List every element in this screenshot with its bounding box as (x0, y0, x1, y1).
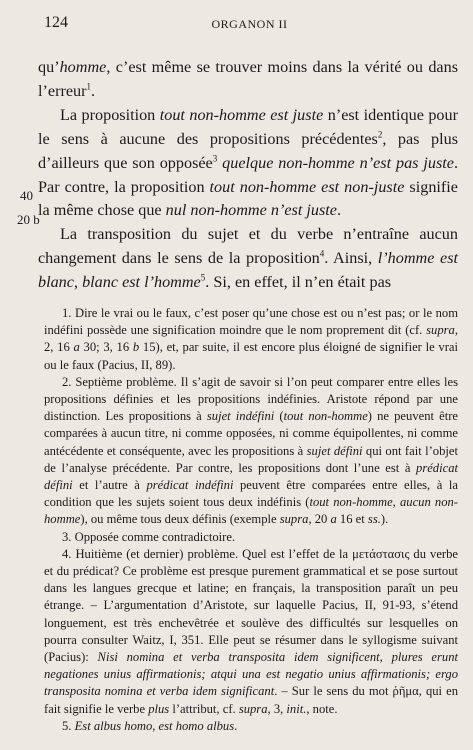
text-run-italic: tout non-homme est juste (159, 105, 324, 124)
footnote-4 (44, 546, 458, 718)
text-run: ). (380, 512, 389, 527)
text-run: 5. (62, 718, 75, 733)
text-run: , 3, (267, 701, 287, 716)
text-run: n’est identique pour le sens à aucune des propositions précédentes (38, 105, 458, 148)
page-header (44, 14, 455, 38)
text-run: signifie la même chose que (38, 177, 458, 220)
text-run: ( (274, 409, 284, 424)
footnote-marker: 1 (86, 81, 92, 92)
text-run-italic: plus (148, 701, 170, 716)
paragraph-3 (38, 223, 458, 295)
text-run: . Par contre, la proposition (38, 153, 458, 196)
text-run-italic: sujet défini (306, 443, 363, 458)
text-run: 16 et (336, 512, 368, 527)
text-run: , 20 (308, 512, 331, 527)
text-run: , c’est même se trouver moins dans la vérité ou dans l’erreur (38, 58, 458, 100)
footnote-5 (44, 718, 458, 735)
text-run-italic: tout non-homme est non-juste (209, 177, 405, 196)
text-run: , (73, 273, 83, 292)
text-run: 3. Opposée comme contradictoire. (62, 529, 236, 544)
text-run-italic: tout non-homme, aucun non-homme (44, 495, 458, 527)
text-run-italic: sujet indéfini (206, 409, 275, 424)
text-run: . (91, 81, 96, 100)
text-run: , pas plus d’ailleurs que son opposée (38, 129, 458, 172)
text-run: La proposition (60, 105, 160, 124)
text-run-italic: tout non-homme (283, 409, 368, 424)
text-run: La transposition du sujet et du verbe n’entraîne aucun changement dans le sens de la proposition (38, 225, 458, 268)
text-run-italic: supra (426, 323, 455, 338)
paragraph-1 (38, 56, 458, 104)
text-run: , note. (306, 701, 338, 716)
paragraph-2 (38, 104, 458, 224)
text-run-italic: prédicat défini (44, 460, 458, 493)
text-run-italic: ss. (367, 512, 381, 527)
text-run-italic: homme (59, 58, 107, 76)
text-run-italic: supra (238, 701, 268, 716)
footnote-marker: 3 (212, 153, 218, 164)
text-run-italic: Nisi nomina et verba transposita idem significent, plures erunt negationes unius affirmationis; atqui una est negatio unius affirmationis; ergo transposita nomina et verba idem significant (44, 650, 458, 699)
text-run: 15), et, par suite, il est encore plus éloigné de signifier le vrai ou le faux (Pacius, II, 89). (44, 340, 458, 372)
text-run: . Ainsi, (324, 249, 378, 268)
text-run-italic: l’homme est blanc (38, 249, 459, 292)
text-run-italic: b (132, 340, 140, 355)
text-run: qui ont fait l’objet de l’analyse précédente. Par contre, les propositions dont l’une est à (44, 443, 458, 475)
text-run: qu’ (38, 58, 60, 76)
text-run: 4. Huitième (et dernier) problème. Quel est l’effet de la μετάστασις du verbe et du prédicat? Ce problème est presque purement grammatical et se pose surtout dans les langues grecque et latine; en français, la transposition paraît un peu étrange. – L’argumentation d’Aristote, sur laquelle Pacius, II, 91-93, s’étend longuement, est très enchevêtrée et soulève des difficultés sur lesquelles on pourra consulter Waitz, I, 351. Elle peut se résumer dans le syllogisme suivant (Pacius): (44, 546, 458, 665)
text-run: l’attribut, cf. (169, 701, 239, 716)
text-run: . (234, 718, 238, 733)
footnote-1 (44, 305, 458, 374)
text-run-italic: supra (279, 512, 309, 527)
text-run-italic: a (330, 512, 337, 527)
text-run: . Si, en effet, il n’en était pas (205, 273, 392, 292)
footnotes (44, 305, 458, 735)
text-run-italic: blanc est l’homme (82, 273, 201, 292)
margin-bekker-reference: 20 b (17, 212, 40, 227)
text-run: . – Sur le sens du mot ῥῆμα, qui en fait signifie le verbe (44, 684, 459, 716)
text-run-italic: Est albus homo, est homo albus (74, 718, 235, 733)
text-run-italic: quelque non-homme n’est pas juste (217, 153, 454, 172)
text-run-italic: nul non-homme n’est juste (165, 201, 337, 220)
footnote-marker: 5 (200, 272, 206, 283)
text-run: 30; 3, 16 (79, 340, 133, 355)
text-run: , 2, 16 (44, 323, 458, 355)
main-text (38, 56, 458, 295)
text-run: peuvent être comparées entre elles, à la condition que les sujets soient tous deux indéfinis ( (44, 478, 458, 510)
footnote-marker: 4 (319, 248, 325, 259)
text-run: et l’autre à (72, 478, 147, 493)
text-run-italic: init. (286, 701, 307, 716)
text-run-italic: prédicat indéfini (146, 478, 234, 493)
footnote-marker: 2 (377, 129, 383, 140)
text-run: 1. Dire le vrai ou le faux, c’est poser qu’une chose est ou n’est pas; or le nom indéfini possède une signification moindre que le nom proprement dit (cf. (44, 306, 458, 338)
text-run-italic: a (73, 340, 80, 355)
text-run: 2. Septième problème. Il s’agit de savoir si l’on peut comparer entre elles les propositions définies et les propositions indéfinies. Aristote répond par une distinction. Les propositions à (44, 374, 458, 424)
footnote-2 (44, 374, 458, 529)
running-title: ORGANON II (211, 17, 288, 31)
margin-line-number: 40 (20, 188, 33, 203)
page-number: 124 (44, 14, 68, 31)
text-run: ) ne peuvent être comparées à aucun titre, ni comme opposées, ni comme équipollentes, ni comme antécédente et conséquente, avec les propositions à (44, 409, 458, 458)
text-run: . (336, 201, 341, 220)
footnote-3 (44, 529, 458, 546)
text-run: ), ou même tous deux définis (exemple (80, 512, 280, 527)
